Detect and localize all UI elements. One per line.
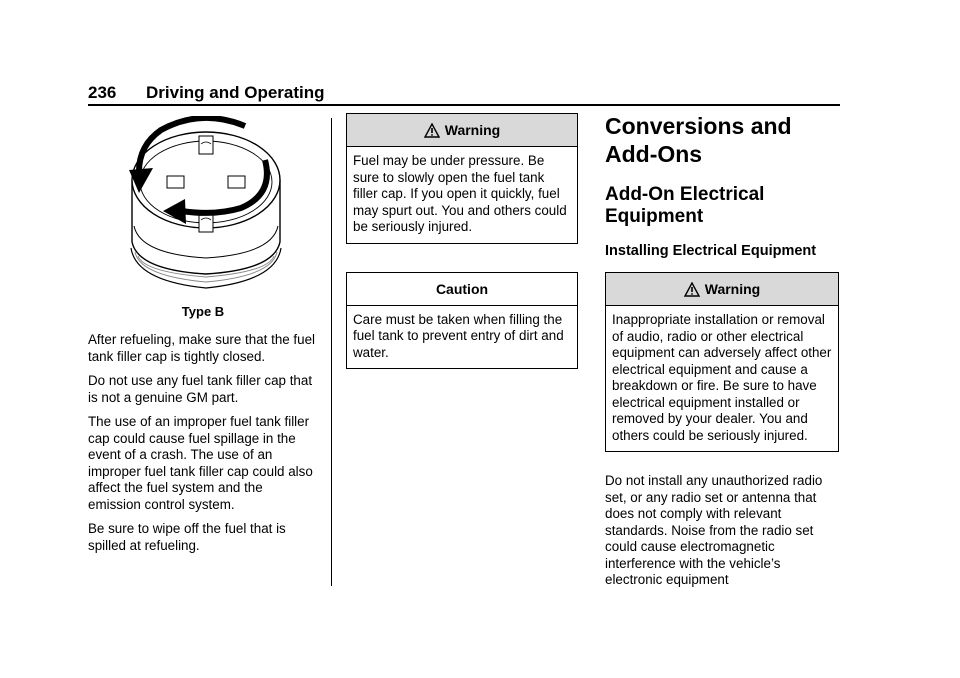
section-title: Driving and Operating: [146, 83, 325, 102]
paragraph: Be sure to wipe off the fuel that is spilled at refueling.: [88, 521, 286, 553]
warning-text: Inappropriate installation or removal of audio, radio or other electrical equipment can adversely affect other electrical equipment and cause a breakdown or fire. Be sure to have electrical equipment installed or removed by your dealer. You and others could be seriously injured.: [612, 312, 832, 443]
caution-text: Care must be taken when filling the fuel tank to prevent entry of dirt and water.: [353, 311, 564, 360]
chapter-heading: Conversions and Add-Ons: [605, 113, 792, 167]
warning-title: Warning: [444, 122, 501, 138]
section-heading: Add-On Electrical Equipment: [605, 184, 765, 227]
page-number: 236: [88, 83, 117, 102]
warning-header: [347, 114, 577, 147]
caution-box: [346, 272, 578, 370]
caution-header: [347, 273, 577, 306]
left-column: [88, 116, 318, 562]
warning-box: [346, 113, 578, 244]
right-column: [605, 112, 839, 589]
warning-triangle-icon: [424, 123, 440, 138]
warning-box: [605, 272, 839, 452]
caution-title: Caution: [435, 280, 489, 297]
fuel-cap-illustration: [126, 116, 286, 296]
page-header: [88, 80, 840, 104]
middle-column: [346, 113, 578, 369]
warning-header: [606, 273, 838, 306]
warning-triangle-icon: [684, 282, 700, 297]
paragraph: The use of an improper fuel tank filler cap could cause fuel spillage in the event of a crash. The use of an improper fuel tank filler cap could also affect the fuel system and the emission control system.: [88, 414, 313, 512]
paragraph: Do not install any unauthorized radio set, or any radio set or antenna that does not comply with relevant standards. Noise from the radio set could cause electromagnetic interference with the vehicle’s electronic equipment: [605, 473, 823, 587]
warning-title: Warning: [704, 281, 761, 297]
paragraph: Do not use any fuel tank filler cap that is not a genuine GM part.: [88, 373, 313, 405]
warning-text: Fuel may be under pressure. Be sure to slowly open the fuel tank filler cap. If you open it quickly, fuel may spurt out. You and others could be seriously injured.: [353, 153, 567, 234]
column-divider: [331, 118, 332, 586]
header-rule: [88, 104, 840, 106]
subsection-heading: Installing Electrical Equipment: [605, 243, 817, 259]
paragraph: After refueling, make sure that the fuel tank filler cap is tightly closed.: [88, 332, 316, 364]
figure-caption: Type B: [181, 304, 225, 319]
